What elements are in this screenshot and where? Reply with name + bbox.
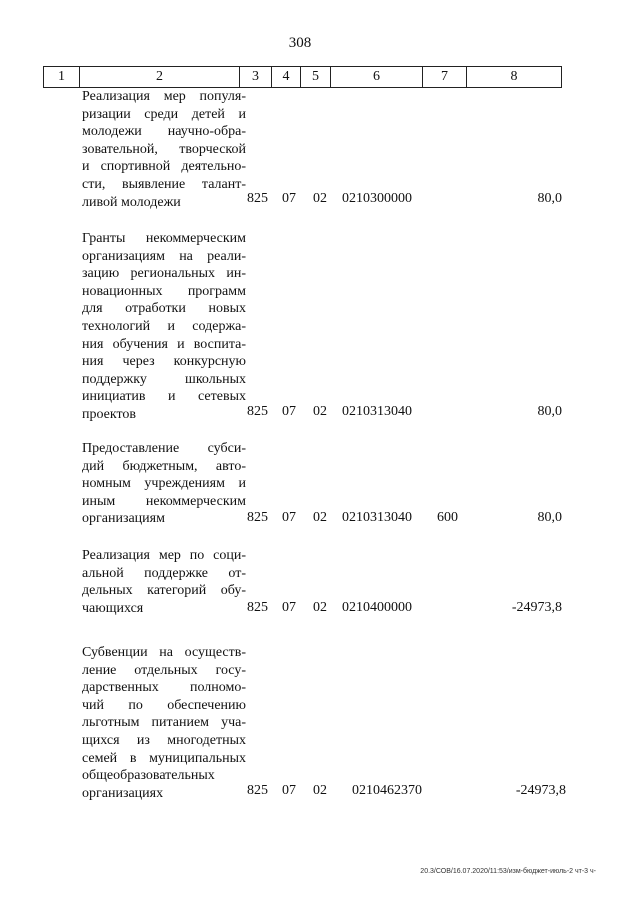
cell-ministry: 825 <box>247 600 268 615</box>
cell-target-code: 0210313040 <box>342 510 412 525</box>
cell-ministry: 825 <box>247 783 268 798</box>
header-col-5: 5 <box>301 67 331 87</box>
cell-section: 07 <box>282 783 296 798</box>
cell-subsection: 02 <box>313 600 327 615</box>
cell-section: 07 <box>282 191 296 206</box>
cell-ministry: 825 <box>247 510 268 525</box>
cell-target-code: 0210462370 <box>352 783 422 798</box>
cell-section: 07 <box>282 510 296 525</box>
header-col-6: 6 <box>331 67 423 87</box>
header-col-8: 8 <box>467 67 562 87</box>
cell-amount: -24973,8 <box>511 600 562 615</box>
cell-expense-type: 600 <box>437 510 458 525</box>
row-description: Субвенции на осуществ- ление отдельных госу- дарственных полномо- чий по обеспечению льготным питанием уча- щихся из многодетных семей в муниципальных общеобразовательных организациях <box>82 645 246 801</box>
cell-ministry: 825 <box>247 404 268 419</box>
cell-subsection: 02 <box>313 510 327 525</box>
header-col-7: 7 <box>423 67 467 87</box>
cell-section: 07 <box>282 600 296 615</box>
cell-amount: 80,0 <box>537 404 562 419</box>
cell-amount: 80,0 <box>537 191 562 206</box>
row-description: Гранты некоммерческим организациям на реали- зацию региональных ин- новационных программ для отработки новых технологий и содержа- ния обучения и воспита- ния через конкурсную поддержку школьных инициатив и сетевых проектов <box>82 231 246 422</box>
document-footer: 20.3/СОВ/16.07.2020/11:53/изм-бюджет-июль-2 чт-3 ч- <box>420 868 596 875</box>
table-header <box>43 66 562 88</box>
header-col-3: 3 <box>240 67 272 87</box>
cell-subsection: 02 <box>313 191 327 206</box>
row-description: Реализация мер популя- ризации среди детей и молодежи научно-обра- зовательной, творческой и спортивной деятельно- сти, выявление талант- ливой молодежи <box>82 89 246 210</box>
header-col-1: 1 <box>44 67 80 87</box>
page-number: 308 <box>288 35 312 51</box>
header-col-2: 2 <box>80 67 240 87</box>
cell-ministry: 825 <box>247 191 268 206</box>
cell-subsection: 02 <box>313 783 327 798</box>
cell-target-code: 0210400000 <box>342 600 412 615</box>
cell-amount: 80,0 <box>537 510 562 525</box>
cell-amount: -24973,8 <box>515 783 566 798</box>
cell-section: 07 <box>282 404 296 419</box>
cell-target-code: 0210313040 <box>342 404 412 419</box>
header-col-4: 4 <box>272 67 301 87</box>
cell-target-code: 0210300000 <box>342 191 412 206</box>
cell-subsection: 02 <box>313 404 327 419</box>
row-description: Реализация мер по соци- альной поддержке от- дельных категорий обу- чающихся <box>82 548 246 616</box>
row-description: Предоставление субси- дий бюджетным, авто- номным учреждениям и иным некоммерческим организациям <box>82 441 246 527</box>
